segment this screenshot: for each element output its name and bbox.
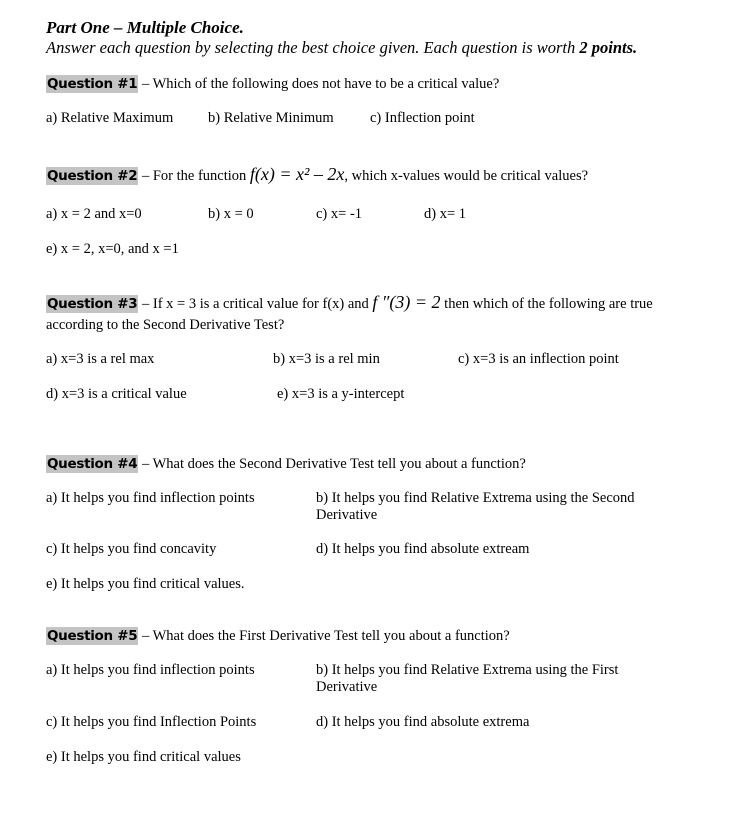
question-5-text: – What does the First Derivative Test tell you about a function? [138,628,510,644]
q5-choice-c[interactable]: c) It helps you find Inflection Points [46,714,257,730]
question-1-stem [46,75,499,93]
q2-choice-b[interactable]: b) x = 0 [208,206,254,222]
q5-choice-a[interactable]: a) It helps you find inflection points [46,662,255,678]
q3-formula: f ″(3) = 2 [372,292,441,312]
question-1-text: – Which of the following does not have to be a critical value? [138,76,500,92]
q1-choice-c[interactable]: c) Inflection point [370,110,475,126]
q3-choice-b[interactable]: b) x=3 is a rel min [273,351,380,367]
q3-choice-d[interactable]: d) x=3 is a critical value [46,386,187,402]
q4-choice-a[interactable]: a) It helps you find inflection points [46,490,255,506]
q4-choice-b[interactable]: b) It helps you find Relative Extrema using the Second Derivative [316,490,635,523]
q4-choice-d[interactable]: d) It helps you find absolute extream [316,541,530,557]
q5-choice-e[interactable]: e) It helps you find critical values [46,749,241,765]
q2-choice-c[interactable]: c) x= -1 [316,206,363,222]
instructions-text: Answer each question by selecting the best choice given. Each question is worth [46,38,580,57]
q3-choice-e[interactable]: e) x=3 is a y-intercept [277,386,405,402]
instructions [46,38,637,58]
question-3-label: Question #3 [47,296,138,312]
question-4-stem [46,455,526,473]
q1-choice-a[interactable]: a) Relative Maximum [46,110,174,126]
q5-choice-b[interactable]: b) It helps you find Relative Extrema using the First Derivative [316,662,619,695]
question-1-label: Question #1 [47,76,138,92]
question-2-text: – For the function [138,168,250,184]
q5-choice-d[interactable]: d) It helps you find absolute extrema [316,714,530,730]
q2-choice-e[interactable]: e) x = 2, x=0, and x =1 [46,241,179,257]
q4-choice-c[interactable]: c) It helps you find concavity [46,541,217,557]
question-4-label: Question #4 [47,456,138,472]
question-2-stem [46,164,588,185]
question-2-label: Question #2 [47,168,138,184]
q2-choice-d[interactable]: d) x= 1 [424,206,467,222]
q1-choice-b[interactable]: b) Relative Minimum [208,110,334,126]
q2-choice-a[interactable]: a) x = 2 and x=0 [46,206,142,222]
question-3-text: – If x = 3 is a critical value for f(x) and [138,296,373,312]
question-4-text: – What does the Second Derivative Test tell you about a function? [138,456,526,472]
q3-choice-a[interactable]: a) x=3 is a rel max [46,351,155,367]
instructions-points: 2 points. [579,38,638,57]
question-5-stem [46,627,510,645]
question-3-text-end: then which of the following are true [440,296,653,312]
q2-formula: f(x) = x² – 2x [249,164,345,184]
question-2-text-end: , which x-values would be critical values? [344,168,589,184]
question-5-label: Question #5 [47,628,138,644]
q4-choice-e[interactable]: e) It helps you find critical values. [46,576,245,592]
question-3-text-line2: according to the Second Derivative Test? [46,317,285,333]
q3-choice-c[interactable]: c) x=3 is an inflection point [458,351,619,367]
page-title: Part One – Multiple Choice. [46,18,244,37]
question-3-stem [46,292,653,313]
